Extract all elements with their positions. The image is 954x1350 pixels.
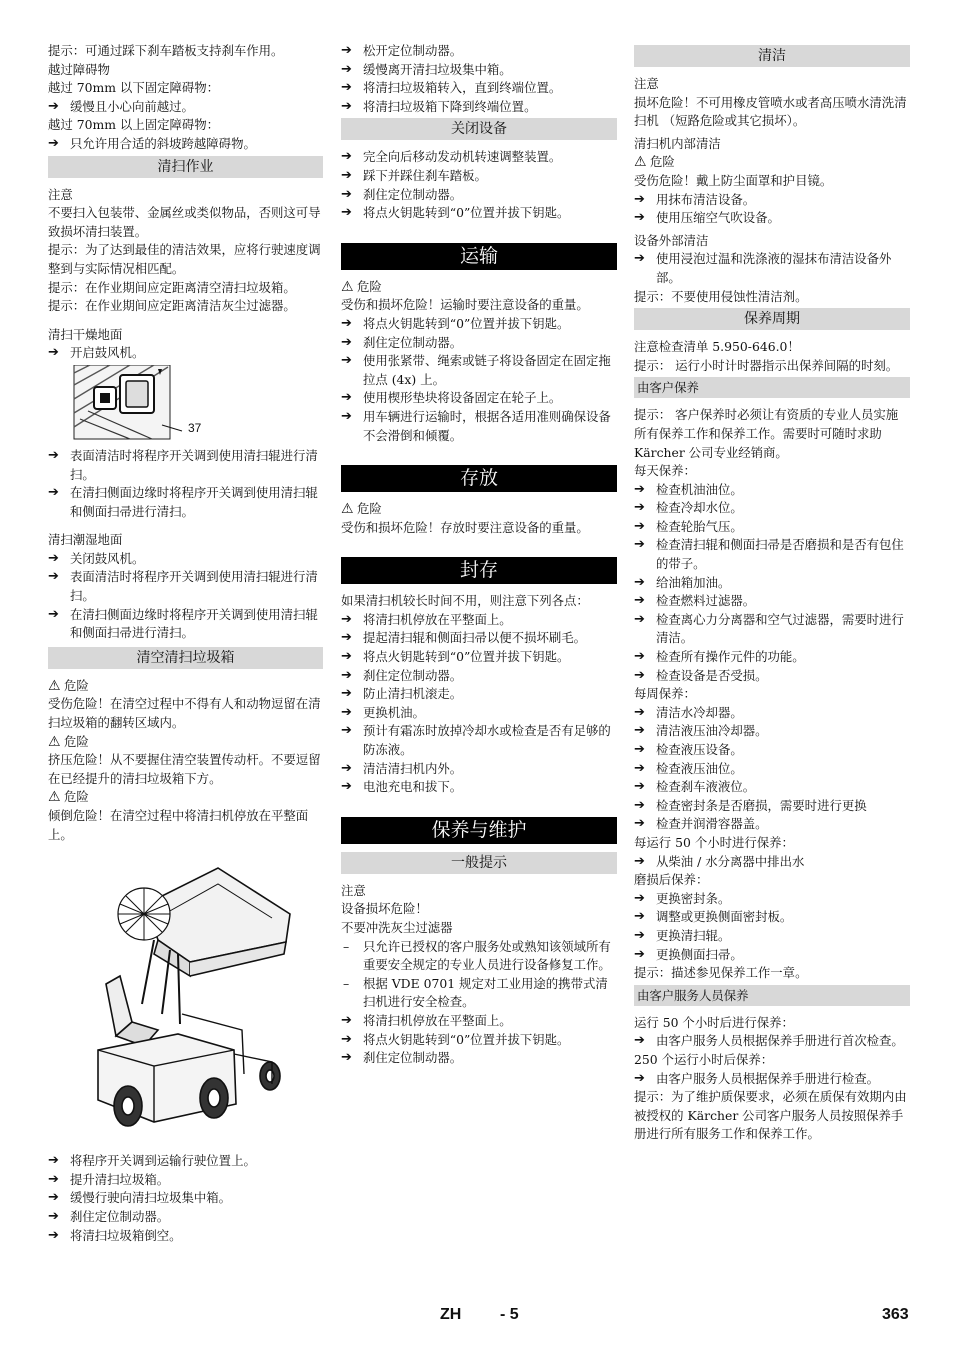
dry-floor-title: 清扫干燥地面 <box>48 326 123 342</box>
wear-title: 磨损后保养： <box>634 872 709 888</box>
dry-step-1: ➔ 开启鼓风机。 <box>48 344 323 363</box>
clean-note-label: 注意 <box>634 76 659 91</box>
chapter-heading-transport: 运输 <box>341 243 617 270</box>
weekly-step-7: ➔ 检查并润滑容器盖。 <box>634 815 910 834</box>
shutdown-step-2: ➔ 提起清扫辊和侧面扫帚以便不损坏刷毛。 <box>341 629 617 648</box>
shutdown-step-6: ➔ 更换机油。 <box>341 704 617 723</box>
service-250-title: 250 个运行小时后保养： <box>634 1051 774 1067</box>
daily-step-6: ➔ 检查燃料过滤器。 <box>634 592 910 611</box>
clean-hint: 提示：不要使用侵蚀性清洁剂。 <box>634 288 808 304</box>
section-heading-general: 一般提示 <box>341 852 617 874</box>
warning-icon: ⚠ <box>48 733 61 750</box>
h50-title: 每运行 50 个小时进行保养： <box>634 834 794 850</box>
chapter-heading-storage: 存放 <box>341 465 617 492</box>
customer-hint: 提示： 客户保养时必须让有资质的专业人员实施所有保养工作和保养工作。需要时可随时求助 Kärcher 公司专业经销商。 <box>634 407 899 460</box>
wet-step-1: ➔ 关闭鼓风机。 <box>48 550 323 569</box>
obstacle-title: 越过障碍物 <box>48 61 110 77</box>
general-step-1: ➔ 将清扫机停放在平整面上。 <box>341 1012 617 1031</box>
bin-step-1: ➔ 松开定位制动器。 <box>341 42 617 61</box>
weekly-step-3: ➔ 检查液压设备。 <box>634 741 910 760</box>
obstacle-low-title: 越过 70mm 以下固定障碍物： <box>48 80 220 96</box>
weekly-step-2: ➔ 清洁液压油冷却器。 <box>634 722 910 741</box>
daily-step-3: ➔ 检查轮胎气压。 <box>634 518 910 537</box>
general-dash-2: – 根据 VDE 0701 规定对工业用途的携带式清扫机进行安全检查。 <box>341 975 617 1012</box>
chapter-heading-maintenance: 保养与维护 <box>341 817 617 844</box>
danger-text-2: 挤压危险！从不要握住清空装置传动杆。不要逗留在已经提升的清扫垃圾箱下方。 <box>48 752 321 786</box>
shut-step-2: ➔ 踩下并踩住刹车踏板。 <box>341 167 617 186</box>
section-heading-sweeping: 清扫作业 <box>48 156 323 178</box>
h50-step-1: ➔ 从柴油 / 水分离器中排出水 <box>634 853 910 872</box>
hint-empty-bin: 提示：在作业期间应定距离清空清扫垃圾箱。 <box>48 279 296 295</box>
empty-step-2: ➔ 提升清扫垃圾箱。 <box>48 1171 323 1190</box>
section-heading-customer: 由客户保养 <box>634 377 910 398</box>
weekly-step-5: ➔ 检查刹车液液位。 <box>634 778 910 797</box>
daily-step-7: ➔ 检查离心力分离器和空气过滤器，需要时进行清洁。 <box>634 611 910 648</box>
empty-step-5: ➔ 将清扫垃圾箱倒空。 <box>48 1227 323 1246</box>
hint-filter: 提示：在作业期间应定距离清洁灰尘过滤器。 <box>48 298 296 314</box>
danger-label: ⚠ 危险 <box>341 501 382 518</box>
note-text: 不要扫入包装带、金属丝或类似物品，否则这可导致损坏清扫装置。 <box>48 205 321 239</box>
bin-step-3: ➔ 将清扫垃圾箱转入，直到终端位置。 <box>341 79 617 98</box>
obstacle-high-step: ➔ 只允许用合适的斜坡跨越障碍物。 <box>48 135 323 154</box>
inner-clean-title: 清扫机内部清洁 <box>634 135 721 151</box>
transport-step-2: ➔ 刹住定位制动器。 <box>341 334 617 353</box>
transport-step-1: ➔ 将点火钥匙转到“0”位置并拔下钥匙。 <box>341 315 617 334</box>
outer-clean-title: 设备外部清洁 <box>634 232 709 248</box>
inner-step-2: ➔ 使用压缩空气吹设备。 <box>634 209 910 228</box>
danger-label: ⚠ 危险 <box>634 154 675 171</box>
dry-step-2: ➔ 表面清洁时将程序开关调到使用清扫辊进行清扫。 <box>48 447 323 484</box>
warning-icon: ⚠ <box>634 154 647 171</box>
section-heading-intervals: 保养周期 <box>634 308 910 330</box>
footer-language: ZH <box>440 1306 462 1323</box>
shutdown-step-1: ➔ 将清扫机停放在平整面上。 <box>341 611 617 630</box>
wear-step-1: ➔ 更换密封条。 <box>634 890 910 909</box>
wet-floor-title: 清扫潮湿地面 <box>48 532 123 548</box>
transport-warning: 受伤和损坏危险！运输时要注意设备的重量。 <box>341 297 589 313</box>
figure-label: 37 <box>188 420 202 435</box>
general-step-3: ➔ 刹住定位制动器。 <box>341 1049 617 1068</box>
hint-speed: 提示：为了达到最佳的清洁效果，应将行驶速度调整到与实际情况相匹配。 <box>48 242 321 276</box>
inner-clean-warning: 受伤危险！戴上防尘面罩和护目镜。 <box>634 172 833 188</box>
wear-step-4: ➔ 更换侧面扫帚。 <box>634 946 910 965</box>
storage-warning: 受伤和损坏危险！存放时要注意设备的重量。 <box>341 519 589 535</box>
shut-step-3: ➔ 刹住定位制动器。 <box>341 186 617 205</box>
section-heading-service: 由客户服务人员保养 <box>634 985 910 1006</box>
daily-step-1: ➔ 检查机油油位。 <box>634 481 910 500</box>
general-note-filter: 不要冲洗灰尘过滤器 <box>341 920 453 935</box>
note-label: 注意 <box>48 186 73 202</box>
daily-step-9: ➔ 检查设备是否受损。 <box>634 667 910 686</box>
outer-step-1: ➔ 使用浸泡过温和洗涤液的湿抹布清洁设备外部。 <box>634 250 910 287</box>
wet-step-3: ➔ 在清扫侧面边缘时将程序开关调到使用清扫辊和侧面扫帚进行清扫。 <box>48 606 323 643</box>
daily-step-2: ➔ 检查冷却水位。 <box>634 499 910 518</box>
daily-title: 每天保养： <box>634 463 696 479</box>
weekly-step-1: ➔ 清洁水冷却器。 <box>634 704 910 723</box>
shutdown-step-5: ➔ 防止清扫机滚走。 <box>341 685 617 704</box>
shutdown-step-3: ➔ 将点火钥匙转到“0”位置并拔下钥匙。 <box>341 648 617 667</box>
shut-step-1: ➔ 完全向后移动发动机转速调整装置。 <box>341 148 617 167</box>
shutdown-step-8: ➔ 清洁清扫机内外。 <box>341 760 617 779</box>
footer-page-number: 363 <box>882 1306 909 1323</box>
weekly-step-4: ➔ 检查液压油位。 <box>634 760 910 779</box>
warning-icon: ⚠ <box>48 677 61 694</box>
danger-text-1: 受伤危险！在清空过程中不得有人和动物逗留在清扫垃圾箱的翻转区域内。 <box>48 696 321 731</box>
hint-brake: 提示：可通过踩下刹车踏板支持刹车作用。 <box>48 43 284 58</box>
danger-label: ⚠ 危险 <box>48 789 89 806</box>
general-note-label: 注意 <box>341 882 366 898</box>
general-step-2: ➔ 将点火钥匙转到“0”位置并拔下钥匙。 <box>341 1031 617 1050</box>
interval-hint: 提示： 运行小时计时器指示出保养间隔的时刻。 <box>634 357 899 373</box>
danger-text-3: 倾倒危险！在清空过程中将清扫机停放在平整面上。 <box>48 808 309 842</box>
obstacle-low-step: ➔ 缓慢且小心向前越过。 <box>48 98 323 117</box>
service-50-step: ➔ 由客户服务人员根据保养手册进行首次检查。 <box>634 1032 910 1051</box>
shut-step-4: ➔ 将点火钥匙转到“0”位置并拔下钥匙。 <box>341 204 617 223</box>
service-hint: 提示：为了维护质保要求，必须在质保有效期内由被授权的 Kärcher 公司客户服务人员按照保养手册进行所有服务工作和保养工作。 <box>634 1089 907 1142</box>
section-heading-cleaning: 清洁 <box>634 45 910 67</box>
danger-label: ⚠ 危险 <box>48 677 89 694</box>
transport-step-3: ➔ 使用张紧带、绳索或链子将设备固定在固定拖拉点 (4x) 上。 <box>341 352 617 389</box>
weekly-title: 每周保养： <box>634 686 696 702</box>
section-heading-empty-bin: 清空清扫垃圾箱 <box>48 647 323 669</box>
wear-step-3: ➔ 更换清扫辊。 <box>634 927 910 946</box>
shutdown-intro: 如果清扫机较长时间不用，则注意下列各点： <box>341 593 589 609</box>
customer-hint-2: 提示：描述参见保养工作一章。 <box>634 965 808 981</box>
daily-step-4: ➔ 检查清扫辊和侧面扫帚是否磨损和是否有包住的带子。 <box>634 536 910 573</box>
column-3 <box>634 42 910 1144</box>
transport-step-4: ➔ 使用楔形垫块将设备固定在轮子上。 <box>341 389 617 408</box>
interval-checklist: 注意检查清单 5.950-646.0！ <box>634 339 800 355</box>
obstacle-high-title: 越过 70mm 以上固定障碍物： <box>48 117 220 133</box>
control-panel-figure <box>70 365 210 443</box>
shutdown-step-4: ➔ 刹住定位制动器。 <box>341 667 617 686</box>
dry-step-3: ➔ 在清扫侧面边缘时将程序开关调到使用清扫辊和侧面扫帚进行清扫。 <box>48 484 323 521</box>
bin-step-4: ➔ 将清扫垃圾箱下降到终端位置。 <box>341 98 617 117</box>
danger-label: ⚠ 危险 <box>341 278 382 295</box>
shutdown-step-7: ➔ 预计有霜冻时放掉冷却水或检查是否有足够的防冻液。 <box>341 722 617 759</box>
daily-step-5: ➔ 给油箱加油。 <box>634 574 910 593</box>
empty-step-1: ➔ 将程序开关调到运输行驶位置上。 <box>48 1152 323 1171</box>
inner-step-1: ➔ 用抹布清洁设备。 <box>634 191 910 210</box>
general-dash-1: – 只允许已授权的客户服务处或熟知该领域所有重要安全规定的专业人员进行设备修复工作。 <box>341 938 617 975</box>
danger-label: ⚠ 危险 <box>48 733 89 750</box>
footer-page: - 5 <box>500 1306 519 1323</box>
daily-step-8: ➔ 检查所有操作元件的功能。 <box>634 648 910 667</box>
section-heading-shut-down: 关闭设备 <box>341 118 617 140</box>
clean-note-text: 损坏危险！不可用橡皮管喷水或者高压喷水清洗清扫机 （短路危险或其它损坏）。 <box>634 94 907 129</box>
column-2 <box>341 42 617 1068</box>
warning-icon: ⚠ <box>341 278 354 295</box>
transport-step-5: ➔ 用车辆进行运输时，根据各适用准则确保设备不会滑倒和倾覆。 <box>341 408 617 445</box>
general-note-danger: 设备损坏危险！ <box>341 901 428 917</box>
service-250-step: ➔ 由客户服务人员根据保养手册进行检查。 <box>634 1070 910 1089</box>
warning-icon: ⚠ <box>341 501 354 518</box>
service-50-title: 运行 50 个小时后进行保养： <box>634 1014 794 1030</box>
warning-icon: ⚠ <box>48 789 61 806</box>
sweeper-machine-figure <box>58 854 318 1130</box>
empty-step-3: ➔ 缓慢行驶向清扫垃圾集中箱。 <box>48 1189 323 1208</box>
shutdown-step-9: ➔ 电池充电和拔下。 <box>341 778 617 797</box>
wet-step-2: ➔ 表面清洁时将程序开关调到使用清扫辊进行清扫。 <box>48 568 323 605</box>
chapter-heading-shutdown: 封存 <box>341 557 617 584</box>
empty-step-4: ➔ 刹住定位制动器。 <box>48 1208 323 1227</box>
bin-step-2: ➔ 缓慢离开清扫垃圾集中箱。 <box>341 61 617 80</box>
weekly-step-6: ➔ 检查密封条是否磨损，需要时进行更换 <box>634 797 910 816</box>
column-1 <box>48 42 323 1245</box>
wear-step-2: ➔ 调整或更换侧面密封板。 <box>634 908 910 927</box>
